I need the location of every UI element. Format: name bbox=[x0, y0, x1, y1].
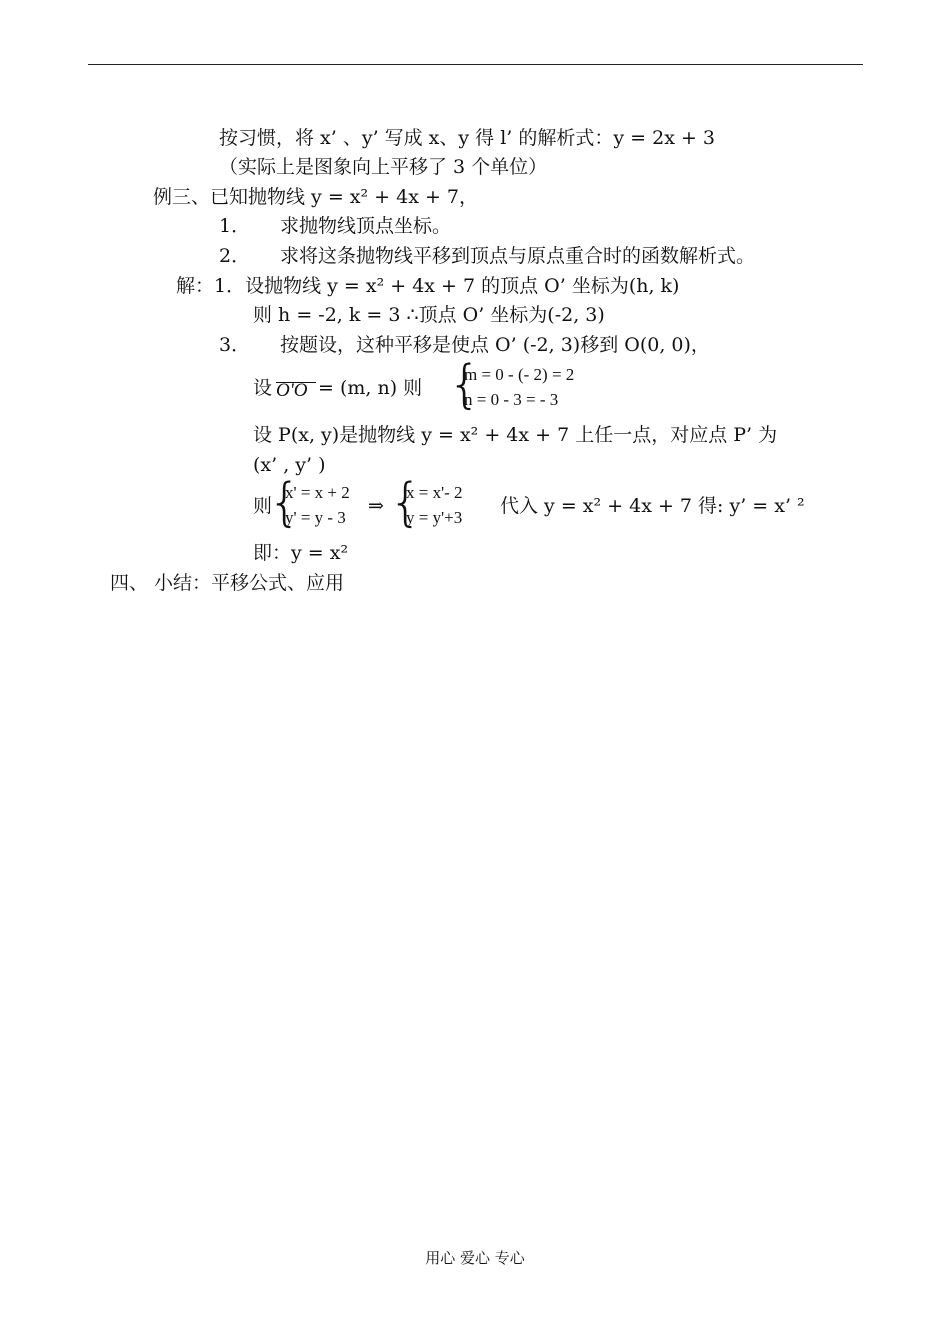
text-line: 求抛物线顶点坐标。 bbox=[280, 215, 452, 237]
text-line: (x’ , y’ ) bbox=[253, 454, 326, 476]
list-number: 2． bbox=[219, 245, 251, 267]
vector-label: O'O bbox=[276, 380, 308, 401]
brace-icon: { bbox=[448, 355, 482, 415]
example-heading: 例三、已知抛物线 y = x² + 4x + 7， bbox=[153, 186, 478, 208]
equation: y' = y - 3 bbox=[285, 508, 346, 527]
equation: x' = x + 2 bbox=[285, 483, 350, 502]
solution-line: 解：1．设抛物线 y = x² + 4x + 7 的顶点 O’ 坐标为(h, k) bbox=[176, 275, 680, 297]
text-line: 按习惯，将 x’ 、y’ 写成 x、y 得 l’ 的解析式：y = 2x + 3 bbox=[219, 127, 715, 149]
text-line: 代入 y = x² + 4x + 7 得: y’ = x’ ² bbox=[500, 495, 805, 517]
list-number: 3． bbox=[219, 334, 251, 356]
text-line: 按题设，这种平移是使点 O’ (-2, 3)移到 O(0, 0)， bbox=[280, 334, 710, 356]
equation: y = y'+3 bbox=[406, 508, 463, 527]
text-line: 则 h = -2, k = 3 ∴顶点 O’ 坐标为(-2, 3) bbox=[253, 304, 605, 326]
text-line: = (m, n) 则 bbox=[318, 377, 423, 399]
equation: x = x'- 2 bbox=[406, 483, 463, 502]
equation: m = 0 - (- 2) = 2 bbox=[464, 365, 575, 384]
arrow-icon: ⇒ bbox=[368, 495, 384, 517]
equation: n = 0 - 3 = - 3 bbox=[464, 390, 559, 409]
equation-system bbox=[285, 480, 350, 530]
text-line: 设 P(x, y)是抛物线 y = x² + 4x + 7 上任一点，对应点 P’ 为 bbox=[253, 424, 778, 446]
text-line: 设 bbox=[253, 377, 273, 399]
list-number: 1． bbox=[219, 215, 251, 237]
brace-icon: { bbox=[268, 473, 302, 533]
text-line: 求将这条抛物线平移到顶点与原点重合时的函数解析式。 bbox=[280, 245, 756, 267]
brace-icon: { bbox=[389, 473, 423, 533]
equation-system bbox=[406, 480, 463, 530]
section-heading: 四、 小结：平移公式、应用 bbox=[110, 572, 345, 594]
page-footer: 用心 爱心 专心 bbox=[425, 1249, 525, 1267]
equation-system bbox=[464, 362, 574, 412]
text-line: 即：y = x² bbox=[253, 542, 349, 564]
text-line: 则 bbox=[253, 495, 273, 517]
header-rule bbox=[88, 64, 863, 65]
text-line: （实际上是图象向上平移了 3 个单位） bbox=[219, 156, 548, 178]
